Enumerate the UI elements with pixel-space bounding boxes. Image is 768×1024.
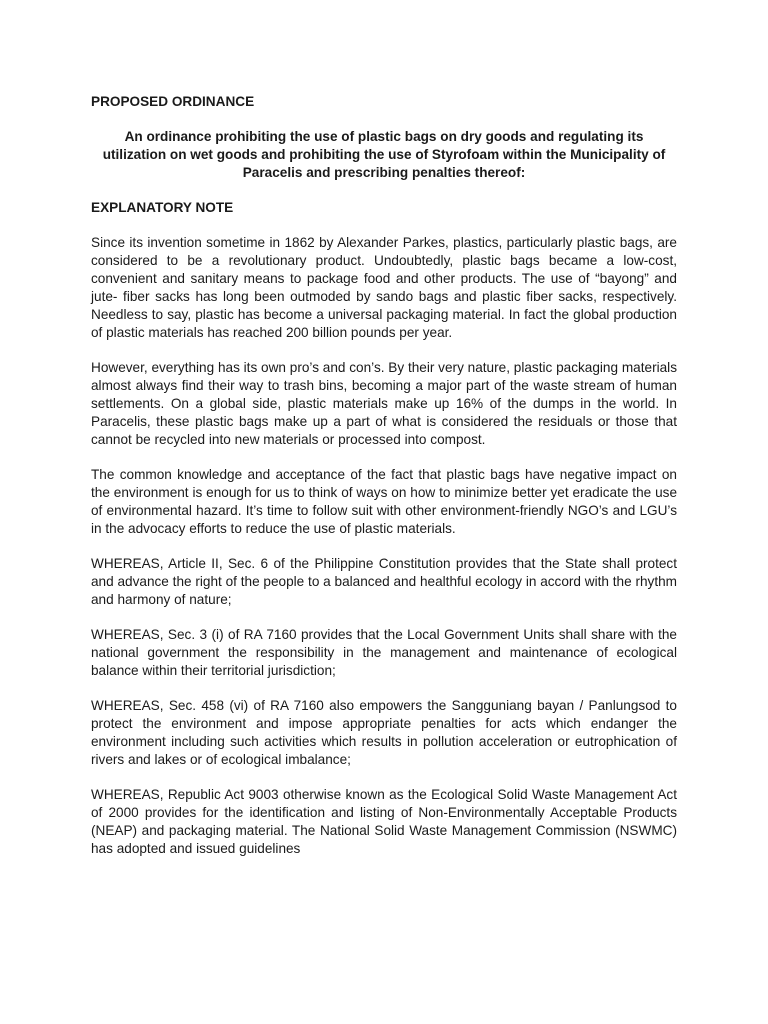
document-page: [91, 93, 677, 858]
paragraph-whereas-ra7160-sec3: WHEREAS, Sec. 3 (i) of RA 7160 provides that the Local Government Units shall share with the national government the responsibility in the management and maintenance of ecological balance within their territorial jurisdiction;: [91, 627, 677, 678]
document-title: PROPOSED ORDINANCE: [91, 94, 255, 109]
ordinance-subtitle: An ordinance prohibiting the use of plastic bags on dry goods and regulating its utilization on wet goods and prohibiting the use of Styrofoam within the Municipality of Paracelis and prescribing penalties thereof:: [102, 129, 666, 180]
paragraph-whereas-ra9003: WHEREAS, Republic Act 9003 otherwise known as the Ecological Solid Waste Management Act of 2000 provides for the identification and listing of Non-Environmentally Acceptable Products (NEAP) and packaging material. The National Solid Waste Management Commission (NSWMC) has adopted and issued guidelines: [91, 787, 677, 856]
paragraph-drawbacks: However, everything has its own pro’s and con’s. By their very nature, plastic packaging materials almost always find their way to trash bins, becoming a major part of the waste stream of human settlements. On a global side, plastic materials make up 16% of the dumps in the world. In Paracelis, these plastic bags make up a part of what is considered the residuals or those that cannot be recycled into new materials or processed into compost.: [91, 360, 677, 447]
paragraph-advocacy: The common knowledge and acceptance of the fact that plastic bags have negative impact on the environment is enough for us to think of ways on how to minimize better yet eradicate the use of environmental hazard. It’s time to follow suit with other environment-friendly NGO’s and LGU’s in the advocacy efforts to reduce the use of plastic materials.: [91, 467, 677, 536]
paragraph-whereas-ra7160-sec458: WHEREAS, Sec. 458 (vi) of RA 7160 also empowers the Sangguniang bayan / Panlungsod to protect the environment and impose appropriate penalties for acts which endanger the environment including such activities which results in pollution acceleration or eutrophication of rivers and lakes or of ecological imbalance;: [91, 698, 677, 767]
paragraph-whereas-constitution: WHEREAS, Article II, Sec. 6 of the Philippine Constitution provides that the State shall protect and advance the right of the people to a balanced and healthful ecology in accord with the rhythm and harmony of nature;: [91, 556, 677, 607]
paragraph-history: Since its invention sometime in 1862 by Alexander Parkes, plastics, particularly plastic bags, are considered to be a revolutionary product. Undoubtedly, plastic bags became a low-cost, convenient and sanitary means to package food and other products. The use of “bayong” and jute- fiber sacks has long been outmoded by sando bags and plastic fiber sacks, respectively. Needless to say, plastic has become a universal packaging material. In fact the global production of plastic materials has reached 200 billion pounds per year.: [91, 235, 677, 340]
section-heading-explanatory-note: EXPLANATORY NOTE: [91, 200, 234, 215]
